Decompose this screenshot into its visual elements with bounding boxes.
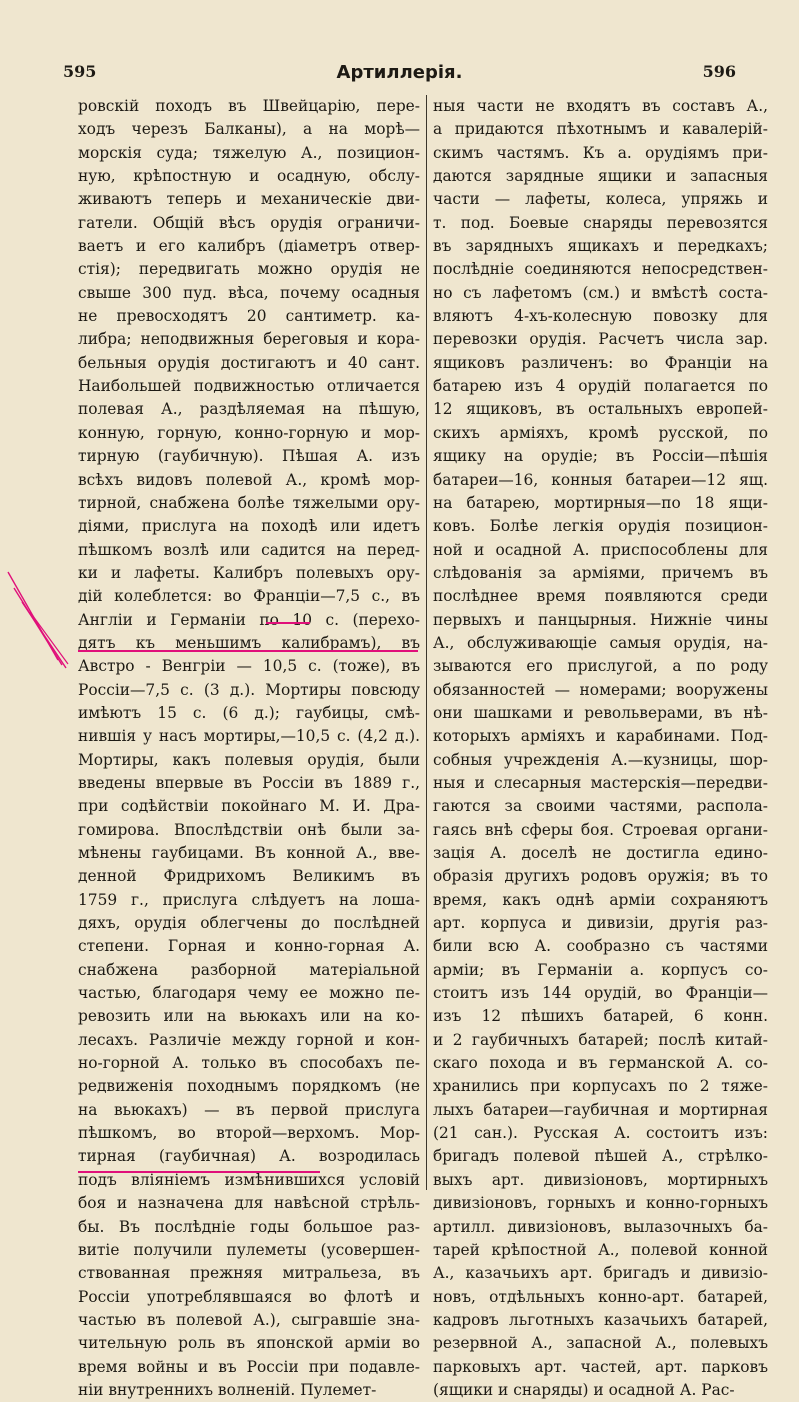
text-line: зываются его прислугой, а по роду [433, 657, 768, 676]
text-line: нившія у насъ мортиры,—10,5 с. (4,2 д.). [78, 727, 420, 746]
text-line: вляютъ 4-хъ-колесную повозку для [433, 307, 768, 326]
text-line: мѣнены гаубицами. Въ конной А., вве- [78, 844, 420, 862]
text-line: ковъ. Болѣе легкія орудія позицион- [433, 517, 768, 536]
text-line: даются зарядные ящики и запасныя [433, 167, 768, 186]
text-line: ки и лафеты. Калибръ полевыхъ ору- [78, 563, 420, 582]
text-line: полевая А., раздѣляемая на пѣшую, [78, 400, 420, 419]
text-line: степени. Горная и конно-горная А. [78, 937, 420, 956]
text-line: Австро - Венгріи — 10,5 с. (тоже), въ [78, 657, 420, 676]
text-line: морскія суда; тяжелую А., позицион- [78, 143, 420, 162]
text-line: зація А. доселѣ не достигла едино- [433, 844, 768, 862]
text-line: либра; неподвижныя береговыя и кора- [78, 330, 420, 349]
text-line: тирная (гаубичная) А. возродилась [78, 1147, 420, 1166]
text-line: (21 сан.). Русская А. состоитъ изъ: [433, 1124, 768, 1143]
text-line: но-горной А. только въ способахъ пе- [78, 1054, 420, 1073]
text-line: хранились при корпусахъ по 2 тяже- [433, 1077, 768, 1096]
text-line: части — лафеты, колеса, упряжь и [433, 190, 768, 209]
text-line: парковыхъ арт. частей, арт. парковъ [433, 1357, 768, 1376]
text-line: не превосходятъ 20 сантиметр. ка- [78, 307, 420, 326]
text-line: Россіи—7,5 с. (3 д.). Мортиры повсюду [78, 680, 420, 699]
text-line: пѣшкомъ, во второй—верхомъ. Мор- [78, 1124, 420, 1143]
text-line: артилл. дивизіоновъ, вылазочныхъ ба- [433, 1217, 768, 1236]
text-line: батарею изъ 4 орудій полагается по [433, 377, 768, 396]
text-line: время войны и въ Россіи при подавле- [78, 1357, 420, 1376]
text-line: Мортиры, какъ полевыя орудія, были [78, 750, 420, 769]
text-line: выхъ арт. дивизіоновъ, мортирныхъ [433, 1170, 768, 1189]
text-line: дивизіоновъ, горныхъ и конно-горныхъ [433, 1194, 768, 1213]
text-line: бы. Въ послѣдніе годы большое раз- [78, 1217, 420, 1236]
text-line: тирной, снабжена болѣе тяжелыми ору- [78, 493, 420, 512]
text-line: Наибольшей подвижностью отличается [78, 377, 420, 396]
text-line: 1759 г., прислуга слѣдуетъ на лоша- [78, 890, 420, 909]
text-line: время, какъ однѣ арміи сохраняютъ [433, 890, 768, 909]
text-line: стоитъ изъ 144 орудій, во Франціи— [433, 984, 768, 1003]
text-line: скаго похода и въ германской А. со- [433, 1054, 768, 1073]
text-line: свыше 300 пуд. вѣса, почему осадныя [78, 283, 420, 302]
text-line: подъ вліяніемъ измѣнившихся условій [78, 1170, 420, 1189]
text-line: скихъ арміяхъ, кромѣ русской, по [433, 423, 768, 442]
text-line: послѣднее время появляются среди [433, 587, 768, 606]
text-line: снабжена разборной матеріальной [78, 960, 420, 979]
text-line: слѣдованія за арміями, причемъ въ [433, 563, 768, 582]
text-line: А., казачьихъ арт. бригадъ и дивизіо- [433, 1264, 768, 1283]
text-line: конную, горную, конно-горную и мор- [78, 423, 420, 442]
text-line: діями, прислуга на походѣ или идетъ [78, 517, 420, 536]
text-line: ящиковъ различенъ: во Франціи на [433, 353, 768, 372]
text-line: всѣхъ видовъ полевой А., кромѣ мор- [78, 470, 420, 489]
text-line: ровскій походъ въ Швейцарію, пере- [78, 97, 420, 115]
text-line: перевозки орудія. Расчетъ числа зар. [433, 330, 768, 349]
text-line: образія другихъ родовъ оружія; въ то [433, 867, 768, 886]
text-line: дяхъ, орудія облегчены до послѣдней [78, 914, 420, 933]
text-line: ревозить или на вьюкахъ или на ко- [78, 1007, 420, 1026]
text-line: батареи—16, конныя батареи—12 ящ. [433, 470, 768, 489]
text-line: (ящики и снаряды) и осадной А. Рас- [433, 1380, 735, 1399]
text-line: гатели. Общій вѣсъ орудія ограничи- [78, 213, 420, 232]
text-line: т. под. Боевые снаряды перевозятся [433, 213, 768, 232]
text-line: Россіи употреблявшаяся во флотѣ и [78, 1287, 420, 1306]
text-line: въ зарядныхъ ящикахъ и передкахъ; [433, 237, 768, 256]
text-line: но съ лафетомъ (см.) и вмѣстѣ соста- [433, 283, 768, 302]
text-line: гаясь внѣ сферы боя. Строевая органи- [433, 820, 768, 839]
text-line: чительную роль въ японской арміи во [78, 1334, 420, 1353]
page-number-right: 596 [702, 62, 736, 81]
text-line: которыхъ арміяхъ и карабинами. Под- [433, 727, 768, 746]
text-line: тарей крѣпостной А., полевой конной [433, 1240, 768, 1259]
text-line: ной и осадной А. приспособлены для [433, 540, 768, 559]
text-line: денной Фридрихомъ Великимъ въ [78, 867, 420, 886]
text-line: дятъ къ меньшимъ калибрамъ), въ [78, 633, 420, 652]
text-line: частью въ полевой А.), сыгравшіе зна- [78, 1310, 420, 1329]
text-line: арміи; въ Германіи а. корпусъ со- [433, 960, 768, 979]
text-line: ствованная прежняя митральеза, въ [78, 1264, 420, 1283]
text-line: и 2 гаубичныхъ батарей; послѣ китай- [433, 1030, 768, 1049]
text-line: резервной А., запасной А., полевыхъ [433, 1334, 768, 1353]
text-line: стія); передвигать можно орудія не [78, 260, 420, 279]
text-line: ныя части не входятъ въ составъ А., [433, 97, 768, 115]
text-line: они шашками и револьверами, въ нѣ- [433, 703, 768, 722]
text-line: били всю А. сообразно съ частями [433, 937, 768, 956]
text-line: бригадъ полевой пѣшей А., стрѣлко- [433, 1147, 768, 1166]
text-line: первыхъ и панцырныя. Нижніе чины [433, 610, 768, 629]
margin-stroke [22, 602, 66, 668]
text-line: бельныя орудія достигаютъ и 40 сант. [78, 353, 420, 372]
text-line: пѣшкомъ возлѣ или садится на перед- [78, 540, 420, 559]
text-line: редвиженія походнымъ порядкомъ (не [78, 1077, 420, 1096]
text-line: на вьюкахъ) — въ первой прислуга [78, 1100, 420, 1119]
text-line: собныя учрежденія А.—кузницы, шор- [433, 750, 768, 769]
text-line: боя и назначена для навѣсной стрѣль- [78, 1194, 420, 1213]
page-number-left: 595 [63, 62, 97, 81]
text-line: скимъ частямъ. Къ а. орудіямъ при- [433, 143, 768, 162]
text-line: ящику на орудіе; въ Россіи—пѣшія [433, 447, 768, 466]
text-line: гомирова. Впослѣдствіи онѣ были за- [78, 820, 420, 839]
text-line: ваетъ и его калибръ (діаметръ отвер- [78, 237, 420, 256]
text-line: 12 ящиковъ, въ остальныхъ европей- [433, 400, 768, 419]
text-line: а придаются пѣхотнымъ и кавалерій- [433, 120, 768, 139]
text-line: дій колеблется: во Франціи—7,5 с., въ [78, 587, 420, 606]
text-line: А., обслуживающіе самыя орудія, на- [433, 633, 768, 652]
text-line: арт. корпуса и дивизіи, другія раз- [433, 914, 768, 933]
text-line: частью, благодаря чему ее можно пе- [78, 984, 420, 1003]
text-line: лесахъ. Различіе между горной и кон- [78, 1030, 420, 1049]
text-line: Англіи и Германіи по 10 с. (перехо- [78, 610, 420, 629]
text-line: введены впервые въ Россіи въ 1889 г., [78, 773, 420, 792]
text-line: тирную (гаубичную). Пѣшая А. изъ [78, 447, 420, 466]
text-line: изъ 12 пѣшихъ батарей, 6 конн. [433, 1007, 768, 1026]
text-line: лыхъ батареи—гаубичная и мортирная [433, 1100, 768, 1119]
text-line: ніи внутреннихъ волненій. Пулемет- [78, 1380, 377, 1399]
text-line: гаются за своими частями, распола- [433, 797, 768, 816]
text-line: ныя и слесарныя мастерскія—передви- [433, 773, 768, 792]
margin-stroke [30, 612, 68, 664]
text-line: при содѣйствіи покойнаго М. И. Дра- [78, 797, 420, 816]
text-line: имѣютъ 15 с. (6 д.); гаубицы, смѣ- [78, 703, 420, 722]
text-line: живаютъ теперь и механическіе дви- [78, 190, 420, 209]
text-line: обязанностей — номерами; вооружены [433, 680, 768, 699]
text-line: витіе получили пулеметы (усовершен- [78, 1240, 420, 1259]
text-line: ную, крѣпостную и осадную, обслу- [78, 167, 420, 186]
text-line: новъ, отдѣльныхъ конно-арт. батарей, [433, 1287, 768, 1306]
text-line: кадровъ льготныхъ казачьихъ батарей, [433, 1310, 768, 1329]
page-title: Артиллерія. [336, 62, 463, 83]
text-line: послѣдніе соединяются непосредствен- [433, 260, 768, 279]
text-line: ходъ черезъ Балканы), а на морѣ— [78, 120, 420, 139]
text-line: на батарею, мортирныя—по 18 ящи- [433, 493, 768, 512]
